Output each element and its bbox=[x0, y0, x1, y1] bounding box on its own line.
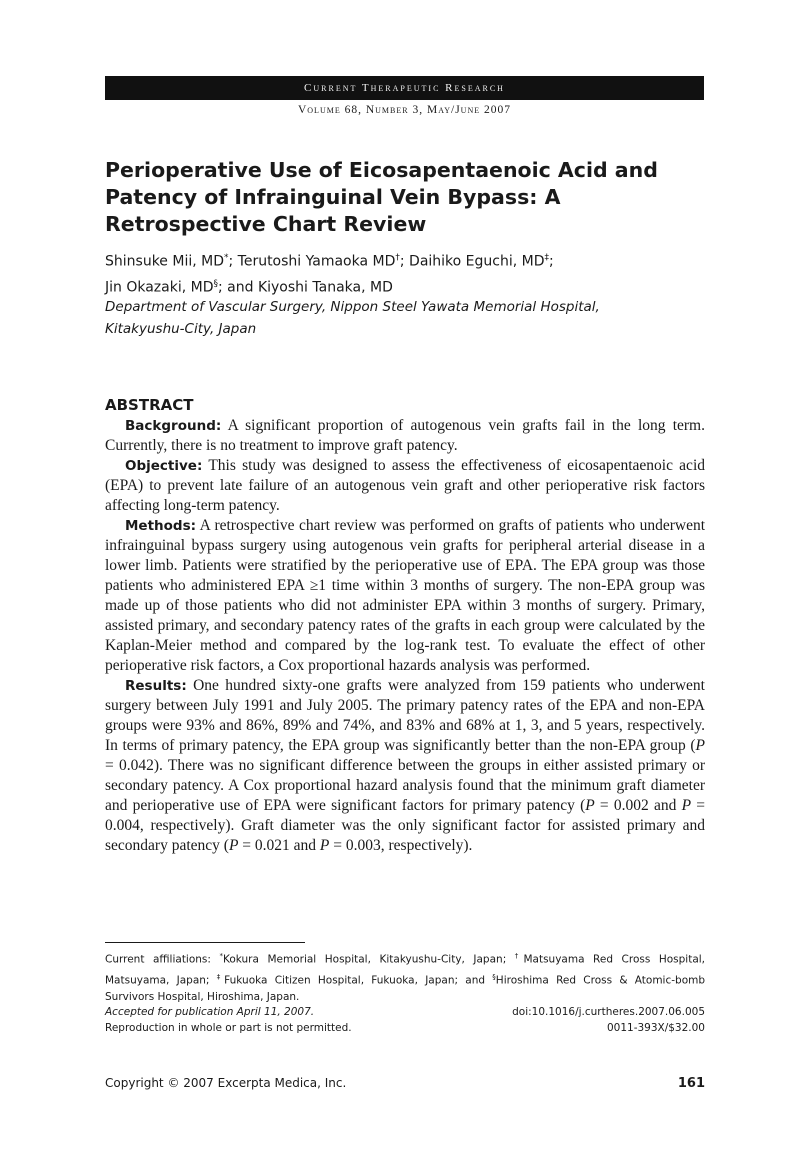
author-tanaka: ; and Kiyoshi Tanaka, MD bbox=[218, 279, 393, 296]
p-value-symbol: P bbox=[228, 837, 239, 854]
accepted-date: Accepted for publication April 11, 2007. bbox=[105, 1006, 315, 1018]
affiliation-line-2: Kitakyushu-City, Japan bbox=[105, 321, 257, 337]
publication-row bbox=[105, 1020, 705, 1036]
affiliation-line-1: Department of Vascular Surgery, Nippon Steel Yawata Memorial Hospital, bbox=[105, 299, 600, 315]
abstract-heading: ABSTRACT bbox=[105, 396, 194, 414]
footnote-mark: † bbox=[395, 253, 400, 263]
section-label: Background: bbox=[125, 418, 222, 434]
p-value-symbol: P bbox=[319, 837, 330, 854]
section-text: = 0.042). There was no significant difference between the groups in either assisted primary or secondary patency. A Cox proportional hazard analysis found that the minimum graft diameter and perioperative use of EPA were significant factors for primary patency ( bbox=[105, 757, 705, 814]
author-mii: Shinsuke Mii, MD bbox=[105, 253, 224, 270]
abstract-objective bbox=[105, 456, 705, 516]
abstract-methods bbox=[105, 516, 705, 676]
footnote-mark: * bbox=[219, 952, 223, 960]
doi: doi:10.1016/j.curtheres.2007.06.005 bbox=[512, 1006, 705, 1018]
section-text: A retrospective chart review was performed on grafts of patients who underwent infrainguinal bypass surgery using autogenous vein grafts for peripheral arterial disease in a lower limb. Patients were stratified by the perioperative use of EPA. The EPA group was those patients who administered EPA ≥1 time within 3 months of surgery. The non-EPA group was made up of those patients who did not administer EPA within 3 months of surgery. Primary, assisted primary, and secondary patency rates of the grafts in each group were calculated by the Kaplan-Meier method and compared by the log-rank test. To evaluate the effect of other perioperative risk factors, a Cox proportional hazards analysis was performed. bbox=[105, 517, 705, 674]
section-label: Objective: bbox=[125, 458, 203, 474]
separator: ; bbox=[549, 253, 554, 270]
footnote-mark: ‡ bbox=[216, 972, 225, 981]
footnote-lead: Current affiliations: bbox=[105, 953, 220, 966]
section-text: = 0.021 and bbox=[238, 837, 320, 854]
section-text: A significant proportion of autogenous vein grafts fail in the long term. Currently, there is no treatment to improve graft patency. bbox=[105, 417, 705, 454]
section-text: = 0.002 and bbox=[594, 797, 682, 814]
p-value-symbol: P bbox=[695, 737, 705, 754]
affiliation-footnote bbox=[105, 948, 705, 1006]
article-title: Perioperative Use of Eicosapentaenoic Acid and Patency of Infrainguinal Vein Bypass: A Retrospective Chart Review bbox=[105, 158, 658, 236]
reproduction-notice: Reproduction in whole or part is not permitted. bbox=[105, 1022, 352, 1034]
footnote-mark: ‡ bbox=[544, 253, 550, 263]
footnote-text: Hiroshima Red Cross & Atomic-bomb Survivors Hospital, Hiroshima, Japan. bbox=[105, 974, 706, 1003]
author-list bbox=[105, 247, 705, 298]
section-text: = 0.004, respectively). Graft diameter was the only significant factor for assisted primary and secondary patency ( bbox=[105, 797, 705, 854]
author-eguchi: ; Daihiko Eguchi, MD bbox=[399, 253, 545, 270]
footnote-mark: § bbox=[213, 278, 218, 289]
copyright: Copyright © 2007 Excerpta Medica, Inc. bbox=[105, 1076, 347, 1090]
section-label: Methods: bbox=[125, 518, 197, 534]
footnote-text: Matsuyama Red Cross Hospital, Matsuyama, Japan; bbox=[105, 953, 706, 986]
footnote-divider bbox=[105, 942, 305, 943]
page-footer bbox=[105, 1076, 705, 1091]
p-value-symbol: P bbox=[681, 797, 692, 814]
abstract-body bbox=[105, 416, 705, 856]
publication-row bbox=[105, 1004, 705, 1020]
issn-price: 0011-393X/$32.00 bbox=[606, 1022, 705, 1034]
footnote-mark: * bbox=[223, 253, 229, 263]
section-text: This study was designed to assess the effectiveness of eicosapentaenoic acid (EPA) to prevent late failure of an autogenous vein graft and other perioperative risk factors affecting long-term patency. bbox=[105, 457, 705, 514]
author-yamaoka: ; Terutoshi Yamaoka MD bbox=[228, 253, 396, 270]
journal-banner: Current Therapeutic Research bbox=[105, 76, 704, 100]
abstract-background bbox=[105, 416, 705, 456]
section-text: One hundred sixty-one grafts were analyzed from 159 patients who underwent surgery between July 1991 and July 2005. The primary patency rates of the EPA and non-EPA groups were 93% and 86%, 89% and 74%, and 83% and 68% at 1, 3, and 5 years, respectively. In terms of primary patency, the EPA group was significantly better than the non-EPA group ( bbox=[105, 677, 705, 754]
abstract-results bbox=[105, 676, 705, 856]
page-number: 161 bbox=[677, 1076, 705, 1091]
footnote-text: Fukuoka Citizen Hospital, Fukuoka, Japan; and bbox=[224, 974, 493, 986]
section-label: Results: bbox=[125, 678, 187, 694]
author-okazaki: Jin Okazaki, MD bbox=[105, 279, 214, 296]
footnote-mark: § bbox=[492, 972, 496, 981]
author-affiliation bbox=[105, 296, 705, 340]
issue-line: Volume 68, Number 3, May/June 2007 bbox=[297, 104, 512, 116]
author-line-2 bbox=[105, 273, 705, 299]
footnote-mark: † bbox=[514, 952, 524, 960]
section-text: = 0.003, respectively). bbox=[329, 837, 473, 854]
p-value-symbol: P bbox=[585, 797, 595, 814]
footnote-text: Kokura Memorial Hospital, Kitakyushu-City, Japan; bbox=[222, 953, 515, 966]
author-line-1 bbox=[105, 247, 705, 273]
